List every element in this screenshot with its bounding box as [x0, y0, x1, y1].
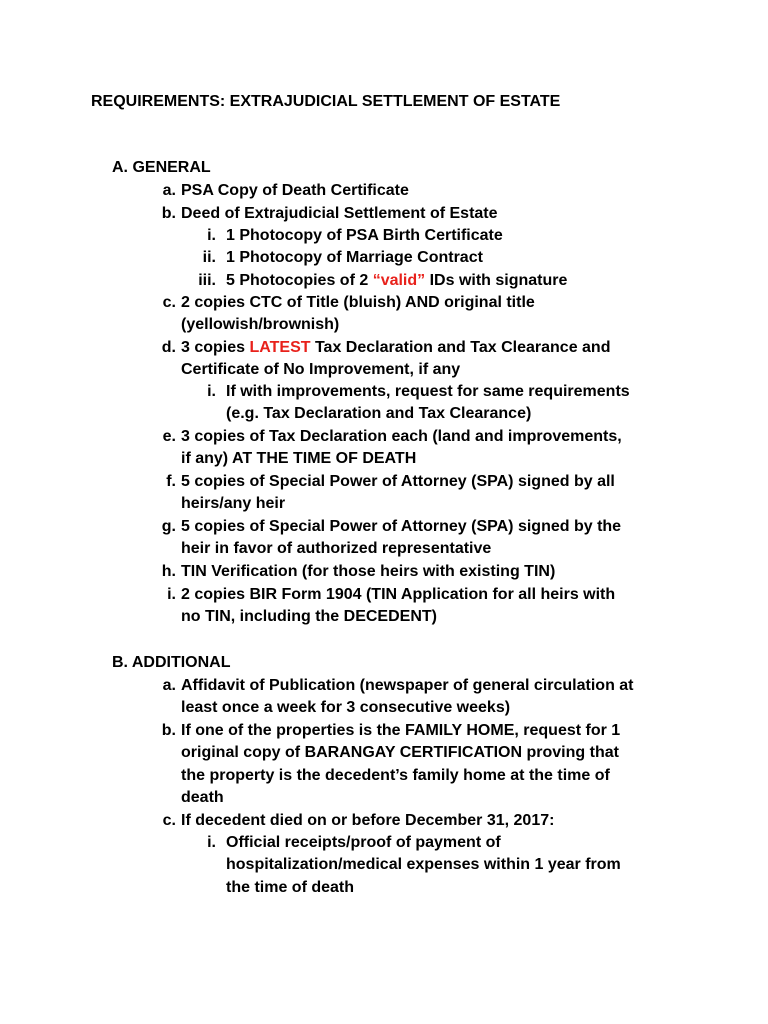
- list-text: If with improvements, request for same requirements: [226, 383, 630, 400]
- list-text-continuation: if any) AT THE TIME OF DEATH: [181, 450, 417, 467]
- list-text: 2 copies BIR Form 1904 (TIN Application for all heirs with: [181, 586, 616, 603]
- list-text-continuation: Certificate of No Improvement, if any: [181, 361, 461, 378]
- list-label: h.: [161, 563, 176, 580]
- section-heading-additional: B. ADDITIONAL: [112, 654, 231, 671]
- list-text-continuation: hospitalization/medical expenses within 1 year from: [226, 856, 621, 873]
- list-label: g.: [161, 518, 176, 535]
- list-text-continuation: (e.g. Tax Declaration and Tax Clearance): [226, 405, 532, 422]
- list-text: 5 copies of Special Power of Attorney (SPA) signed by the: [181, 518, 622, 535]
- list-text: 3 copies of Tax Declaration each (land and improvements,: [181, 428, 622, 445]
- list-text-continuation: no TIN, including the DECEDENT): [181, 608, 437, 625]
- list-text-continuation: least once a week for 3 consecutive weeks): [181, 699, 511, 716]
- highlight-latest: LATEST: [249, 339, 311, 356]
- list-label: i.: [207, 383, 216, 400]
- list-text-continuation: death: [181, 789, 224, 806]
- list-label: ii.: [202, 249, 216, 266]
- list-text: Affidavit of Publication (newspaper of general circulation at: [181, 677, 634, 694]
- text-segment: IDs with signature: [425, 272, 568, 289]
- list-text-continuation: original copy of BARANGAY CERTIFICATION proving that: [181, 744, 619, 761]
- section-heading-general: A. GENERAL: [112, 159, 211, 176]
- text-segment: 3 copies: [181, 339, 250, 356]
- list-text: 2 copies CTC of Title (bluish) AND original title: [181, 294, 535, 311]
- list-text-continuation: the time of death: [226, 879, 355, 896]
- list-text: If decedent died on or before December 31, 2017:: [181, 812, 555, 829]
- list-text: 5 copies of Special Power of Attorney (SPA) signed by all: [181, 473, 615, 490]
- list-text: If one of the properties is the FAMILY HOME, request for 1: [181, 722, 621, 739]
- list-text: 1 Photocopy of PSA Birth Certificate: [226, 227, 503, 244]
- highlight-valid: “valid”: [372, 272, 426, 289]
- list-text-continuation: heirs/any heir: [181, 495, 286, 512]
- list-label: a.: [162, 182, 176, 199]
- list-label: e.: [162, 428, 176, 445]
- list-text: Official receipts/proof of payment of: [226, 834, 501, 851]
- list-label: d.: [161, 339, 176, 356]
- list-text: [181, 337, 610, 359]
- document-title: REQUIREMENTS: EXTRAJUDICIAL SETTLEMENT OF ESTATE: [91, 93, 561, 110]
- list-text-continuation: (yellowish/brownish): [181, 316, 340, 333]
- list-label: c.: [162, 294, 176, 311]
- list-label: i.: [167, 586, 176, 603]
- list-label: c.: [162, 812, 176, 829]
- list-text: [226, 270, 567, 292]
- list-text: TIN Verification (for those heirs with existing TIN): [181, 563, 556, 580]
- list-text: Deed of Extrajudicial Settlement of Estate: [181, 205, 498, 222]
- list-text: 1 Photocopy of Marriage Contract: [226, 249, 483, 266]
- list-label: b.: [161, 722, 176, 739]
- list-text-continuation: heir in favor of authorized representative: [181, 540, 492, 557]
- list-label: i.: [207, 834, 216, 851]
- list-label: i.: [207, 227, 216, 244]
- list-text-continuation: the property is the decedent’s family home at the time of: [181, 767, 610, 784]
- list-label: a.: [162, 677, 176, 694]
- text-segment: 5 Photocopies of 2: [226, 272, 373, 289]
- list-label: f.: [166, 473, 176, 490]
- text-segment: Tax Declaration and Tax Clearance and: [310, 339, 611, 356]
- list-text: PSA Copy of Death Certificate: [181, 182, 409, 199]
- list-label: iii.: [198, 272, 216, 289]
- list-label: b.: [161, 205, 176, 222]
